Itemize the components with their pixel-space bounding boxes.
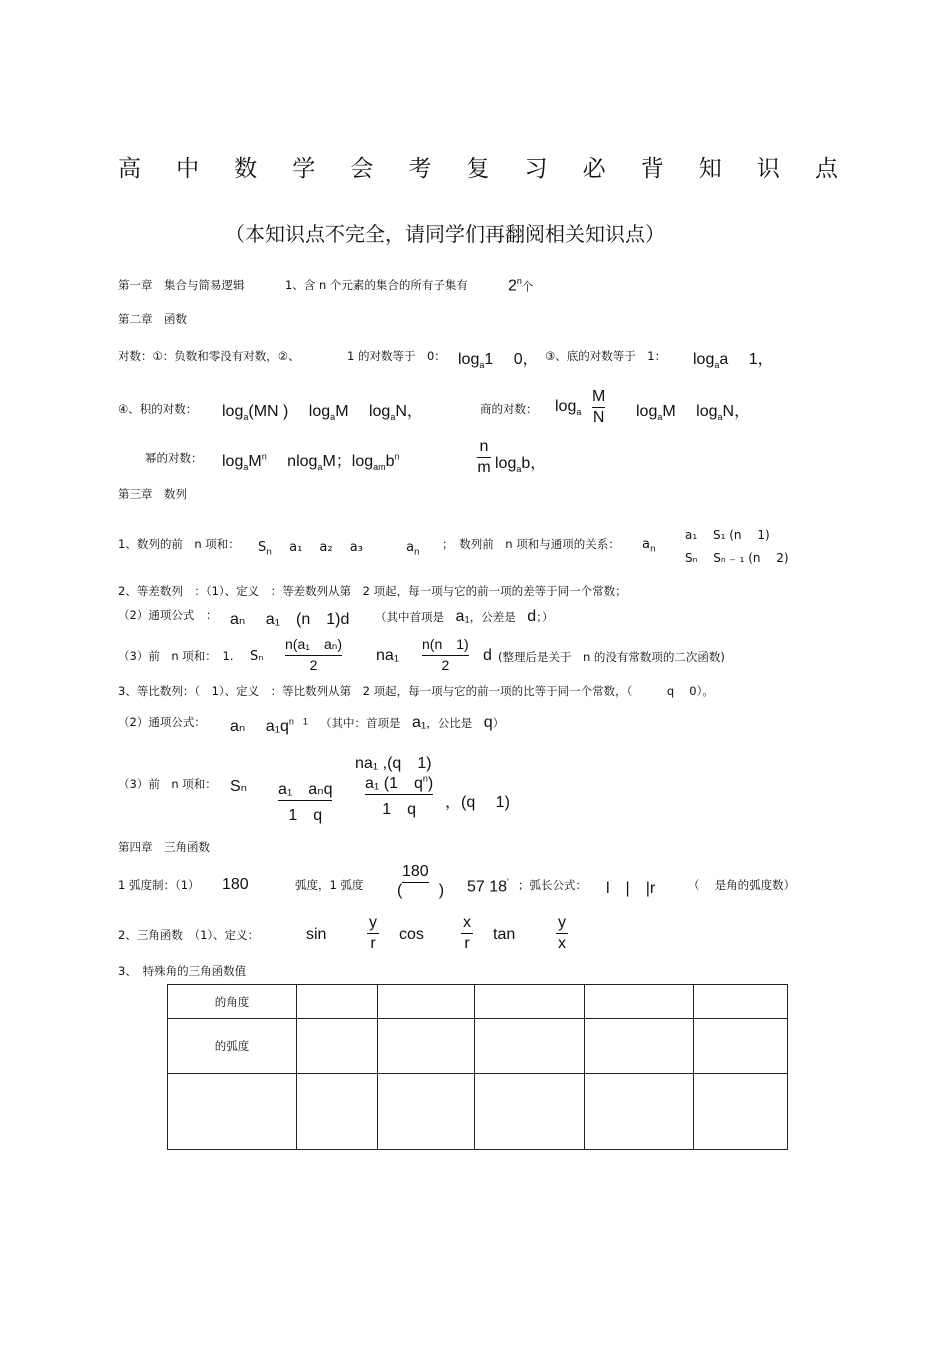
geometric-general-formula: aₙ $a_1q^{n 1}$	[230, 716, 308, 735]
geometric-note: （其中：首项是 a₁，公比是 q）	[320, 714, 505, 731]
geometric-case1: na₁ ,(q 1)	[355, 755, 432, 772]
geometric-fraction2: a₁ (1 $q^n$) 1 q	[365, 773, 434, 818]
arithmetic-sn: Sₙ	[250, 649, 264, 664]
table-row	[168, 1074, 788, 1150]
quotient-log-label: 商的对数：	[480, 402, 538, 416]
special-angle-table	[167, 984, 788, 1150]
title-char: 背	[640, 156, 664, 182]
geometric-definition: 3、等比数列：（ 1）、定义 ：等比数列从第 2 项起，每一项与它的前一项的比等于同一个常数，（ q 0）。	[118, 684, 714, 698]
power-log-rest: $\log_ab$，	[495, 455, 547, 475]
seq-relation-label: ； 数列前 n 项和与通项的关系：	[442, 537, 620, 551]
log-rule-text: 1 的对数等于 0：	[347, 349, 446, 363]
angle-radian-header: 的弧度	[168, 1019, 297, 1074]
geometric-general-label: （2）通项公式：	[118, 715, 206, 729]
quotient-log-start: $\log_a$	[555, 398, 582, 418]
cos-label: cos	[399, 926, 424, 943]
log-one-formula: $\log_a1$ 0，	[458, 351, 539, 371]
trig-definition-label: 2、三角函数 （1）、定义：	[118, 928, 260, 942]
title-char: 点	[814, 156, 838, 182]
seq-case2: Sₙ Sₙ ₋ ₁ (n 2)	[685, 551, 789, 565]
product-log-formula: $\log_a(MN$ ) $\log_aM$ $\log_aN$，	[222, 403, 423, 423]
radian-value: 57 18'	[467, 877, 509, 896]
angle-degree-header: 的角度	[168, 985, 297, 1019]
title-char: 必	[582, 156, 606, 182]
geometric-sn: Sₙ	[230, 778, 248, 795]
arithmetic-sum-fraction1: n(a₁ aₙ) 2	[285, 636, 342, 673]
radian-unit: 弧度，1 弧度	[295, 878, 364, 892]
cos-fraction: x r	[463, 914, 471, 952]
seq-an: $a_n$	[642, 537, 656, 555]
power-log-formula: $\log_aM^n$ nlog$_a$M；$\log_{am}b^n$	[222, 451, 400, 473]
title-char: 中	[176, 156, 200, 182]
table-row	[168, 985, 788, 1019]
title-char: 复	[466, 156, 490, 182]
chapter3-heading: 第三章 数列	[118, 487, 187, 501]
arithmetic-sum-label: （3）前 n 项和： 1.	[118, 649, 234, 663]
radian-180: 180	[222, 876, 249, 893]
chapter4-heading: 第四章 三角函数	[118, 840, 210, 854]
radian-fraction: 180	[402, 863, 429, 902]
title-char: 学	[292, 156, 316, 182]
subtitle: （本知识点不完全，请同学们再翻阅相关知识点）	[225, 222, 665, 246]
subset-count: 2$^n$个	[508, 276, 534, 295]
arithmetic-definition: 2、等差数列 ：（1）、定义 ：等差数列从第 2 项起，每一项与它的前一项的差等于同一个常数；	[118, 584, 627, 598]
sin-label: sin	[306, 926, 327, 943]
arithmetic-sum-fraction2: n(n 1) 2	[422, 636, 469, 673]
product-log-label: ④、积的对数：	[118, 402, 198, 416]
special-angles-heading: 3、 特殊角的三角函数值	[118, 964, 247, 978]
chapter2-heading: 第二章 函数	[118, 312, 187, 326]
geometric-fraction1: a₁ aₙq 1 q	[278, 781, 333, 824]
geometric-condition: ，(q 1)	[445, 794, 510, 811]
table-row	[168, 1019, 788, 1074]
title-char: 知	[698, 156, 722, 182]
arithmetic-general-formula: aₙ a₁ (n 1)d	[230, 611, 350, 628]
power-fraction: n m	[477, 438, 491, 476]
tan-label: tan	[493, 926, 516, 943]
seq-case1: a₁ S₁ (n 1)	[685, 528, 770, 542]
title-char: 数	[234, 156, 258, 182]
page-title	[118, 150, 838, 183]
log-base-text: ③、底的对数等于 1：	[545, 349, 667, 363]
geometric-sum-label: （3）前 n 项和：	[118, 777, 217, 791]
chapter1-heading: 第一章 集合与简易逻辑	[118, 278, 245, 292]
seq-sum-label: 1、数列的前 n 项和：	[118, 537, 240, 551]
power-log-label: 幂的对数：	[145, 451, 203, 465]
arithmetic-d: d	[483, 647, 492, 664]
arc-length-label: ；弧长公式：	[518, 878, 587, 892]
title-char: 会	[350, 156, 374, 182]
radian-paren: ( )	[397, 882, 445, 899]
log-base-formula: $\log_aa$ 1，	[693, 351, 774, 371]
radian-label: 1 弧度制：（1）	[118, 878, 200, 892]
log-rules-label: 对数：①：负数和零没有对数，②、	[118, 349, 300, 363]
seq-sum-formula: $S_n$ a₁ a₂ a₃ $a_n$	[258, 540, 420, 558]
arithmetic-na1: na₁	[376, 647, 400, 664]
arc-length-note: （ 是角的弧度数）	[688, 878, 796, 892]
arithmetic-sum-note: (整理后是关于 n 的没有常数项的二次函数)	[498, 650, 725, 664]
title-char: 考	[408, 156, 432, 182]
title-char: 识	[756, 156, 780, 182]
arithmetic-general-label: （2）通项公式 ：	[118, 608, 218, 622]
tan-fraction: y x	[558, 914, 566, 952]
quotient-log-rest: $\log_aM$ $\log_aN$，	[636, 403, 751, 423]
title-char: 高	[118, 156, 141, 182]
sin-fraction: y r	[369, 914, 377, 952]
quotient-fraction: M N	[592, 388, 606, 426]
arc-length-formula: l | |r	[606, 880, 656, 897]
title-char: 习	[524, 156, 548, 182]
arithmetic-note: （其中首项是 a₁，公差是 d；）	[375, 608, 554, 625]
chapter1-text: 1、含 n 个元素的集合的所有子集有	[285, 278, 468, 292]
